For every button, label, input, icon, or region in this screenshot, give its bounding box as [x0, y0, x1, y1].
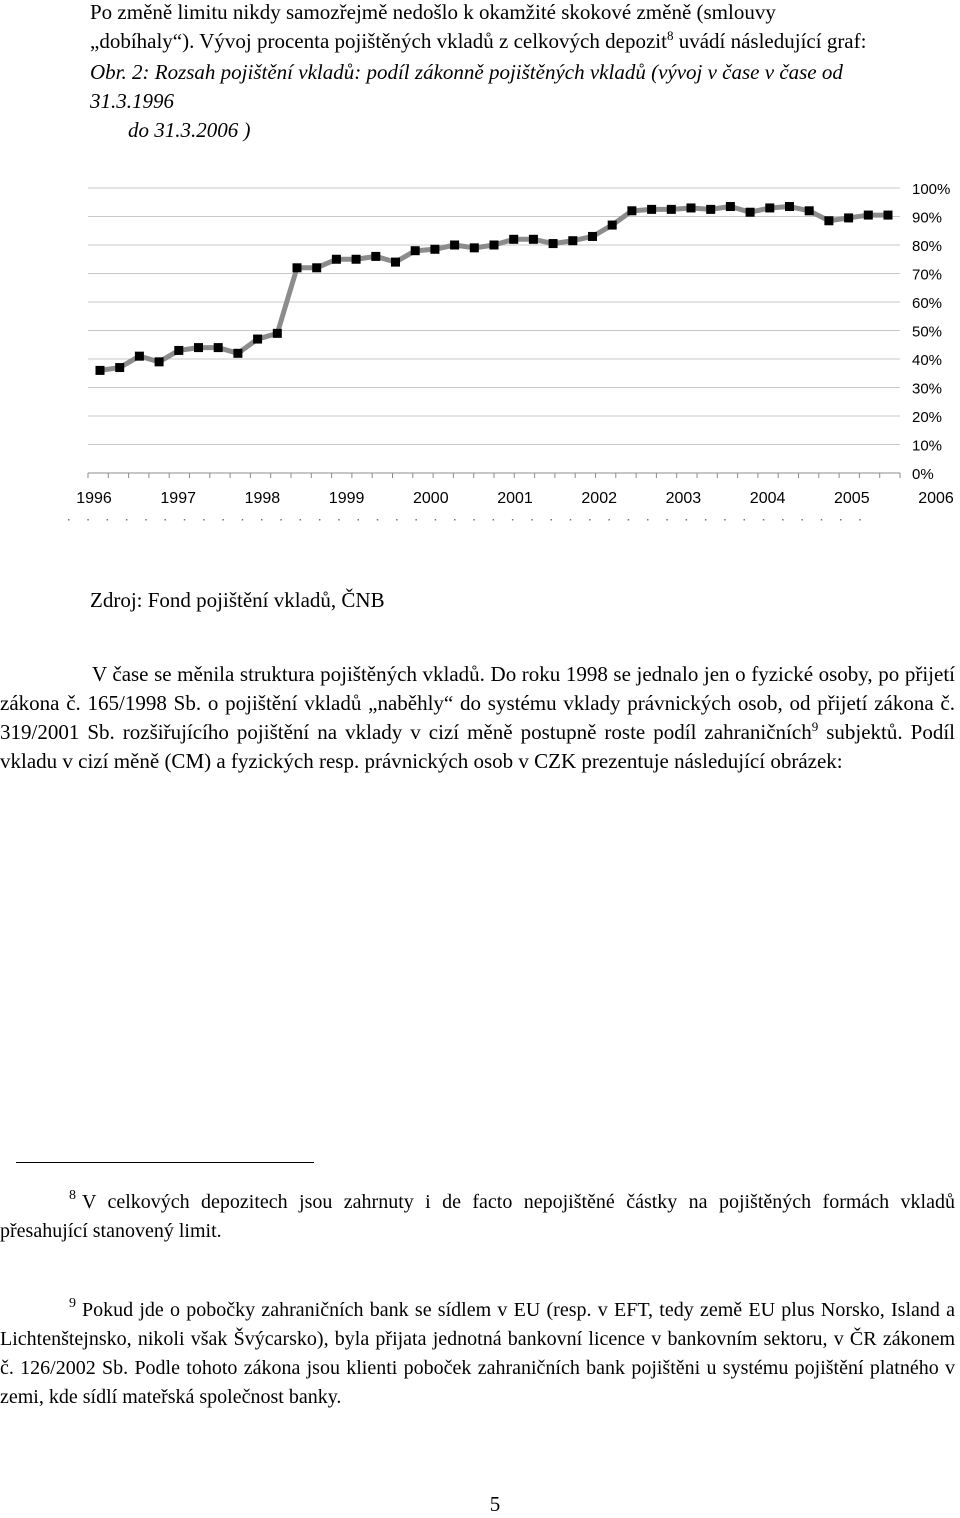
- border-dot: [184, 519, 186, 521]
- insured-deposits-line-chart: [0, 165, 960, 535]
- data-point-1996-Q1: [96, 366, 105, 375]
- border-dot: [415, 519, 417, 521]
- border-dot: [203, 519, 205, 521]
- y-tick-80%: 80%: [912, 238, 943, 255]
- data-point-2004-Q2: [746, 208, 755, 217]
- data-point-2003-Q4: [706, 205, 715, 214]
- data-point-1999-Q2: [352, 255, 361, 264]
- data-point-1998-Q3: [293, 263, 302, 272]
- y-tick-100%: 100%: [912, 181, 951, 198]
- data-point-1996-Q3: [135, 352, 144, 361]
- data-point-2001-Q4: [549, 239, 558, 248]
- border-dot: [589, 519, 591, 521]
- border-dot: [242, 519, 244, 521]
- border-dot: [531, 519, 533, 521]
- intro-line-2b: uvádí následující graf:: [673, 29, 867, 53]
- x-tick-2004: 2004: [749, 490, 786, 507]
- data-point-2004-Q4: [785, 202, 794, 211]
- data-point-2001-Q2: [509, 235, 518, 244]
- border-dot: [608, 519, 610, 521]
- y-tick-20%: 20%: [912, 409, 943, 426]
- chart-x-tick-labels: [76, 490, 954, 507]
- chart-dotted-border: [68, 519, 861, 521]
- figure-caption: [90, 58, 920, 145]
- x-tick-2001: 2001: [497, 490, 533, 507]
- chart-series: [96, 202, 893, 375]
- source-note: Zdroj: Fond pojištění vkladů, ČNB: [90, 588, 385, 612]
- footnote-9: 9 Pokud jde o pobočky zahraničních bank se sídlem v EU (resp. v EFT, tedy země EU plus Norsko, Island a Lichtenštejnsko, nikoli však Švýcarsko), byla přijata jednotná bankovní licence v bankovním sektoru, v ČR zákonem č. 126/2002 Sb. Podle tohoto zákona jsou klienti poboček zahraničních bank pojištěni u systému pojištění platného v zemi, kde sídlí mateřská společnost banky.: [0, 1296, 955, 1408]
- footnote-separator: [16, 1162, 314, 1163]
- y-tick-50%: 50%: [912, 323, 943, 341]
- data-point-2006-Q1: [884, 211, 893, 220]
- border-dot: [338, 519, 340, 521]
- border-dot: [647, 519, 649, 521]
- data-point-1996-Q4: [155, 357, 164, 366]
- footnote-9-text: Pokud jde o pobočky zahraničních bank se sídlem v EU (resp. v EFT, tedy země EU plus Norsko, Island a Lichtenštejnsko, nikoli však Švýcarsko), byla přijata jednotná bankovní licence v bankovním sektoru, v ČR zákonem č. 126/2002 Sb. Podle tohoto zákona jsou klienti poboček zahraničních bank pojištěni u systému pojištění platného v zemi, kde sídlí mateřská společnost banky.: [0, 1299, 955, 1408]
- chart-y-tick-labels: [912, 181, 950, 483]
- y-tick-30%: 30%: [912, 380, 943, 398]
- border-dot: [840, 519, 842, 521]
- x-tick-2000: 2000: [413, 490, 449, 507]
- y-tick-10%: 10%: [912, 437, 943, 455]
- border-dot: [570, 519, 572, 521]
- data-point-1998-Q4: [312, 263, 321, 272]
- footnote-8-text: V celkových depozitech jsou zahrnuty i de facto nepojištěné částky na pojištěných formách vkladů přesahující stanovený limit.: [0, 1191, 955, 1242]
- x-tick-1997: 1997: [160, 490, 196, 507]
- intro-paragraph: [90, 0, 920, 56]
- data-point-2002-Q3: [608, 221, 617, 230]
- data-point-2003-Q3: [687, 203, 696, 212]
- x-tick-1996: 1996: [76, 490, 112, 507]
- body-paragraph: [0, 660, 955, 776]
- border-dot: [801, 519, 803, 521]
- x-tick-1999: 1999: [328, 490, 365, 507]
- data-point-2003-Q2: [667, 205, 676, 214]
- intro-line-2a: „dobíhaly“). Vývoj procenta pojištěných vkladů z celkových depozit: [90, 29, 667, 53]
- border-dot: [280, 519, 282, 521]
- data-point-1999-Q3: [371, 252, 380, 261]
- data-point-2004-Q3: [765, 203, 774, 212]
- data-point-2003-Q1: [647, 205, 656, 214]
- data-point-2005-Q1: [805, 206, 814, 215]
- border-dot: [377, 519, 379, 521]
- border-dot: [435, 519, 437, 521]
- x-tick-2003: 2003: [665, 490, 702, 507]
- body-text-a: V čase se měnila struktura pojištěných vkladů. Do roku 1998 se jednalo jen o fyzické osoby, po přijetí zákona č. 165/1998 Sb. o pojištění vkladů „naběhly“ do systému vklady právnických osob, od přijetí zákona č. 319/2001 Sb. rozšiřujícího pojištění na vklady v cizí měně postupně roste podíl zahraničních: [0, 662, 955, 744]
- data-point-2005-Q3: [844, 213, 853, 222]
- border-dot: [705, 519, 707, 521]
- intro-line-1: Po změně limitu nikdy samozřejmě nedošlo k okamžité skokové změně (smlouvy: [90, 0, 776, 24]
- border-dot: [87, 519, 89, 521]
- border-dot: [744, 519, 746, 521]
- border-dot: [763, 519, 765, 521]
- border-dot: [859, 519, 861, 521]
- border-dot: [300, 519, 302, 521]
- y-tick-70%: 70%: [912, 266, 943, 284]
- caption-line-2: do 31.3.2006 ): [128, 118, 251, 142]
- data-point-2005-Q4: [864, 211, 873, 220]
- data-point-1997-Q2: [194, 343, 203, 352]
- x-tick-2002: 2002: [581, 490, 617, 507]
- footnote-ref-9[interactable]: 9: [811, 719, 819, 734]
- border-dot: [666, 519, 668, 521]
- x-tick-2006: 2006: [918, 490, 954, 507]
- data-point-1999-Q4: [391, 258, 400, 267]
- data-point-1998-Q1: [253, 335, 262, 344]
- data-point-2001-Q1: [490, 241, 499, 250]
- border-dot: [145, 519, 147, 521]
- data-point-2005-Q2: [824, 216, 833, 225]
- border-dot: [358, 519, 360, 521]
- border-dot: [512, 519, 514, 521]
- y-tick-60%: 60%: [912, 295, 943, 312]
- x-tick-2005: 2005: [834, 490, 870, 507]
- data-point-2000-Q1: [411, 246, 420, 255]
- border-dot: [551, 519, 553, 521]
- border-dot: [628, 519, 630, 521]
- border-dot: [473, 519, 475, 521]
- data-point-1997-Q1: [174, 346, 183, 355]
- data-point-1997-Q3: [214, 343, 223, 352]
- border-dot: [68, 519, 70, 521]
- data-point-2000-Q2: [430, 245, 439, 254]
- y-tick-90%: 90%: [912, 209, 943, 227]
- border-dot: [107, 519, 109, 521]
- border-dot: [454, 519, 456, 521]
- data-point-2004-Q1: [726, 202, 735, 211]
- border-dot: [686, 519, 688, 521]
- data-point-2000-Q3: [450, 241, 459, 250]
- border-dot: [165, 519, 167, 521]
- border-dot: [222, 519, 224, 521]
- border-dot: [261, 519, 263, 521]
- data-point-1999-Q1: [332, 255, 341, 264]
- footnote-8: 8 V celkových depozitech jsou zahrnuty i de facto nepojištěné částky na pojištěných formách vkladů přesahující stanovený limit.: [0, 1188, 955, 1242]
- y-tick-40%: 40%: [912, 352, 943, 369]
- border-dot: [821, 519, 823, 521]
- border-dot: [782, 519, 784, 521]
- border-dot: [319, 519, 321, 521]
- footnote-ref-8[interactable]: 8: [666, 28, 674, 43]
- x-tick-1998: 1998: [244, 490, 281, 507]
- data-point-1998-Q2: [273, 329, 282, 338]
- border-dot: [396, 519, 398, 521]
- data-point-2002-Q1: [568, 236, 577, 245]
- page-number: 5: [489, 1492, 501, 1516]
- y-tick-0%: 0%: [912, 466, 934, 483]
- caption-line-1: Obr. 2: Rozsah pojištění vkladů: podíl zákonně pojištěných vkladů (vývoj v čase v čase od 31.3.1996: [90, 60, 843, 113]
- body-text-b: subjektů. Podíl vkladu v cizí měně (CM) a fyzických resp. právnických osob v CZK prezentuje následující obrázek:: [0, 720, 955, 773]
- data-point-1996-Q2: [115, 363, 124, 372]
- data-point-2002-Q2: [588, 232, 597, 241]
- data-point-2000-Q4: [470, 243, 479, 252]
- chart-x-axis: [88, 473, 900, 478]
- border-dot: [724, 519, 726, 521]
- data-point-2001-Q3: [529, 235, 538, 244]
- border-dot: [493, 519, 495, 521]
- data-point-1997-Q4: [233, 349, 242, 358]
- chart-gridlines: [88, 188, 900, 445]
- border-dot: [126, 519, 128, 521]
- data-point-2002-Q4: [627, 206, 636, 215]
